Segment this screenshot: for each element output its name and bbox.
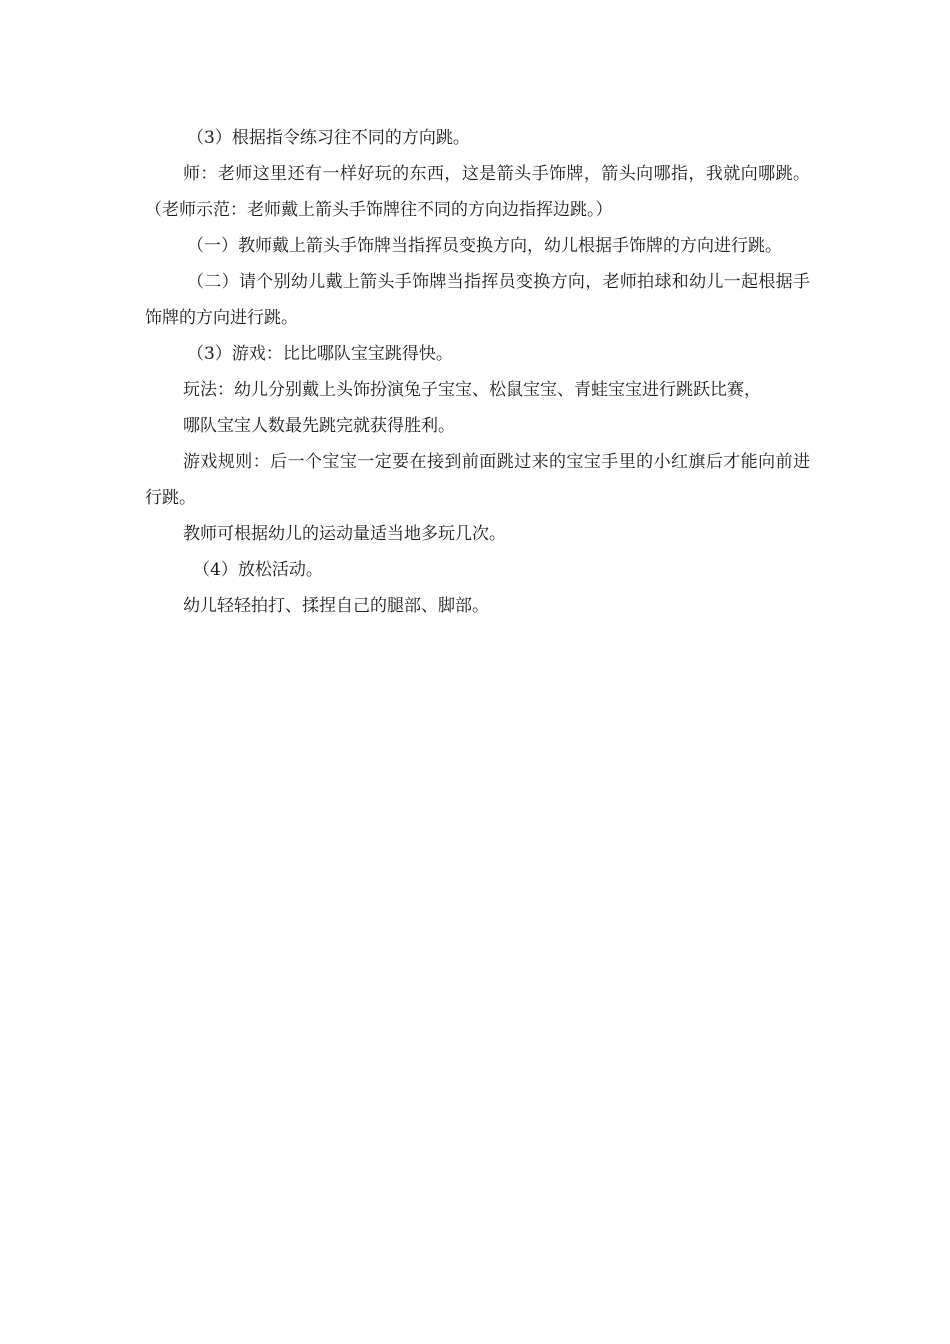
paragraph-relax-activity: 幼儿轻轻拍打、揉捏自己的腿部、脚部。 (183, 596, 489, 616)
paragraph-repeat-note: 教师可根据幼儿的运动量适当地多玩几次。 (183, 524, 506, 544)
paragraph-game-title: （3）游戏：比比哪队宝宝跳得快。 (187, 344, 453, 364)
paragraph-teacher-intro: 师：老师这里还有一样好玩的东西，这是箭头手饰牌，箭头向哪指，我就向哪跳。（老师示范：老师戴上箭头手饰牌往不同的方向边指挥边跳。） (145, 164, 810, 220)
paragraph-game-method-cont: 哪队宝宝人数最先跳完就获得胜利。 (183, 416, 455, 436)
paragraph-game-method: 玩法：幼儿分别戴上头饰扮演兔子宝宝、松鼠宝宝、青蛙宝宝进行跳跃比赛， (183, 380, 761, 400)
document-body (145, 120, 810, 624)
paragraph-game-rules: 游戏规则：后一个宝宝一定要在接到前面跳过来的宝宝手里的小红旗后才能向前进行跳。 (145, 452, 810, 508)
paragraph-step-4-heading: （4）放松活动。 (193, 560, 323, 580)
paragraph-substep-2: （二）请个别幼儿戴上箭头手饰牌当指挥员变换方向，老师拍球和幼儿一起根据手饰牌的方向进行跳。 (145, 272, 810, 328)
paragraph-step-3-heading: （3）根据指令练习往不同的方向跳。 (187, 128, 470, 148)
paragraph-substep-1: （一）教师戴上箭头手饰牌当指挥员变换方向，幼儿根据手饰牌的方向进行跳。 (187, 236, 782, 256)
